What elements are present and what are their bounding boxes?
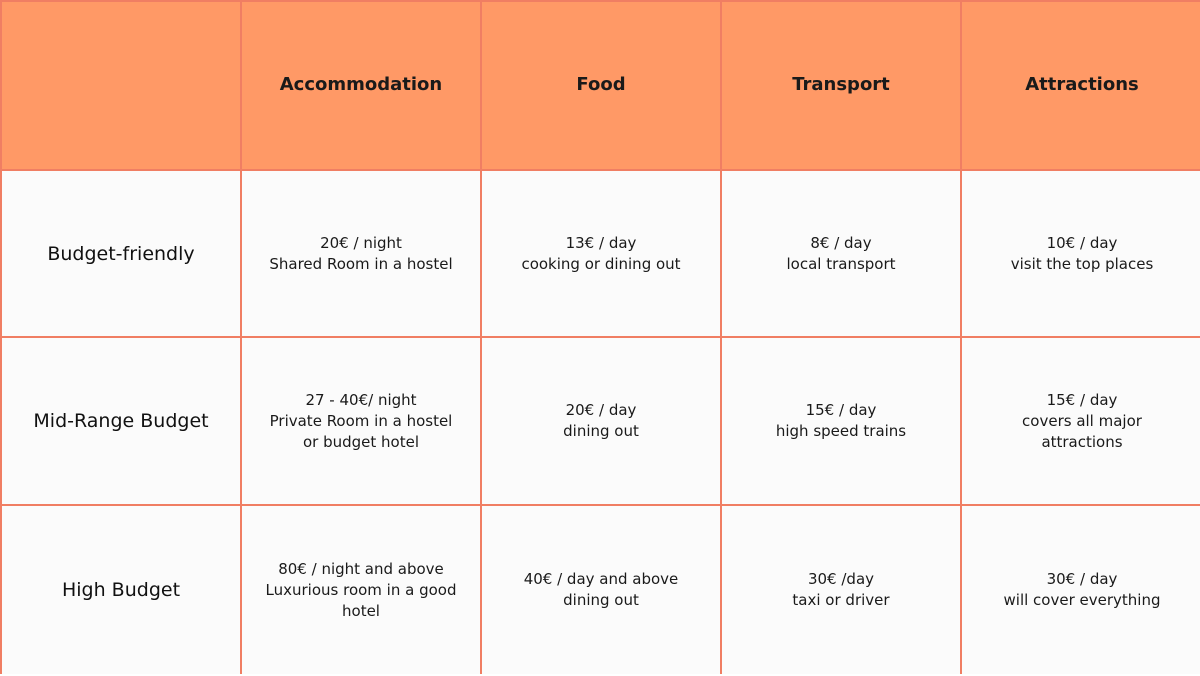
row-label-text: Budget-friendly (47, 242, 195, 265)
cell-line: Shared Room in a hostel (269, 254, 453, 273)
header-accommodation (242, 2, 482, 171)
cell-line: 15€ / day (805, 401, 877, 419)
column-header-label: Transport (792, 74, 890, 95)
table-cell-mid-transport (722, 338, 962, 506)
cell-line: 40€ / day and above (523, 570, 679, 588)
cell-line: 8€ / day (810, 233, 872, 252)
table-cell-high-accommodation (242, 506, 482, 674)
row-label-high-budget (2, 506, 242, 674)
table-cell-budget-attractions (962, 171, 1200, 338)
cell-line: visit the top places (1010, 254, 1154, 273)
cell-line: cooking or dining out (521, 254, 681, 273)
cell-line: 15€ / day (1046, 390, 1118, 409)
table-cell-budget-transport (722, 171, 962, 338)
column-header-label: Food (576, 74, 626, 95)
cell-line: 27 - 40€/ night (305, 390, 417, 409)
row-label-mid-range (2, 338, 242, 506)
table-cell-budget-accommodation (242, 171, 482, 338)
cell-line: taxi or driver (792, 591, 890, 609)
cell-line: Private Room in a hostel (269, 411, 453, 430)
cell-line: Luxurious room in a good (265, 580, 457, 599)
table-cell-mid-attractions (962, 338, 1200, 506)
table-cell-high-transport (722, 506, 962, 674)
cell-line: 20€ / night (320, 233, 402, 252)
cell-line: 30€ /day (807, 570, 875, 588)
row-label-budget-friendly (2, 171, 242, 338)
header-corner-cell (2, 2, 242, 171)
table-cell-high-attractions (962, 506, 1200, 674)
cell-line: 30€ / day (1046, 570, 1118, 588)
table-cell-mid-food (482, 338, 722, 506)
row-label-text: High Budget (61, 579, 181, 601)
header-food (482, 2, 722, 171)
cell-line: dining out (563, 422, 639, 440)
cell-line: will cover everything (1003, 591, 1161, 609)
cell-line: 13€ / day (565, 233, 637, 252)
cell-line: 20€ / day (565, 401, 637, 419)
cell-line: dining out (563, 591, 639, 609)
cell-line: high speed trains (775, 422, 907, 440)
cell-line: attractions (1041, 432, 1123, 451)
header-transport (722, 2, 962, 171)
column-header-label: Accommodation (279, 74, 443, 95)
cell-line: 80€ / night and above (278, 559, 444, 578)
cell-line: local transport (786, 254, 896, 273)
table-cell-budget-food (482, 171, 722, 338)
header-attractions (962, 2, 1200, 171)
table-cell-mid-accommodation (242, 338, 482, 506)
row-label-text: Mid-Range Budget (33, 410, 209, 432)
cell-line: covers all major (1022, 411, 1142, 430)
cell-line: or budget hotel (302, 432, 420, 451)
column-header-label: Attractions (1025, 74, 1139, 95)
table-cell-high-food (482, 506, 722, 674)
cell-line: 10€ / day (1046, 233, 1118, 252)
cell-line: hotel (342, 601, 380, 620)
